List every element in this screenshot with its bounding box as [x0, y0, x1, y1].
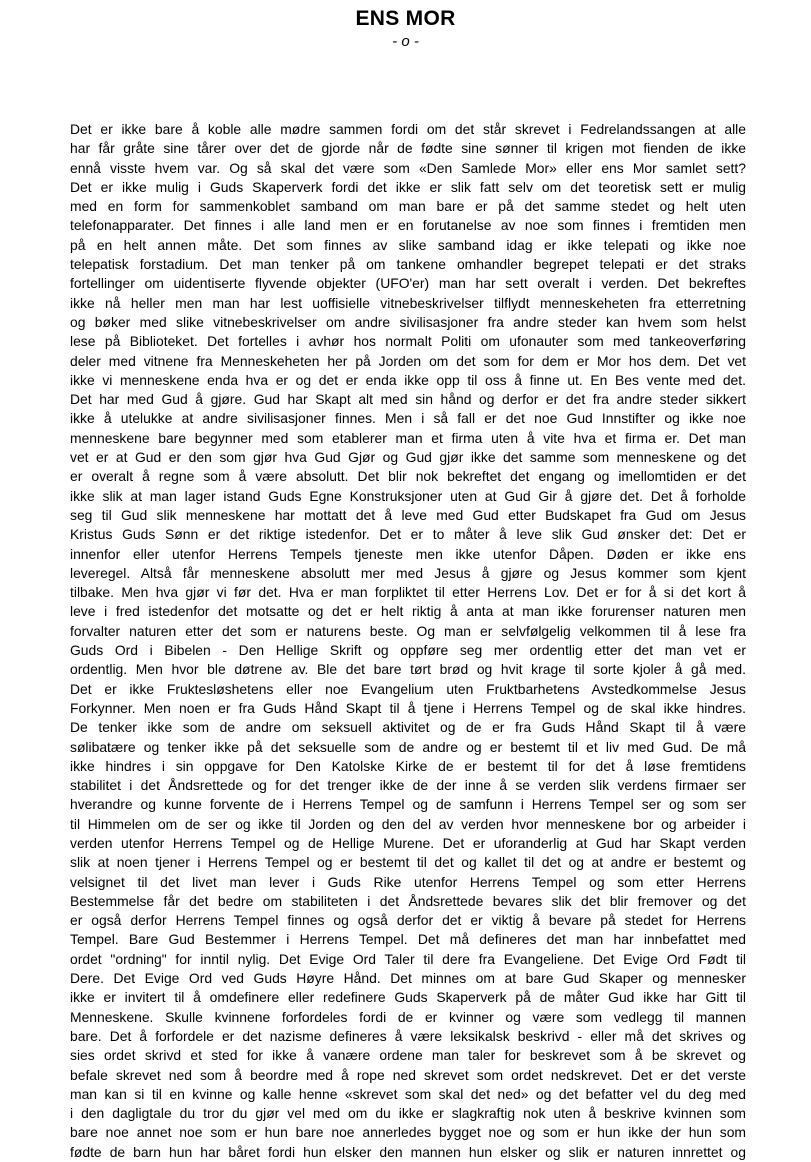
body-line: bare. Det å forfordele er det nazisme defineres å være leksikalsk beskrivd - eller må det skrives og [70, 1027, 746, 1044]
body-line: ennå visste hvem var. Og så skal det være som «Den Samlede Mor» eller ens Mor samlet sett? [70, 159, 746, 176]
body-line: ikke slik at man lager istand Guds Egne Konstruksjoner uten at Gud Gir å gjøre det. Det å forholde [70, 487, 746, 504]
body-line: lese på Biblioteket. Det fortelles i avhør hos normalt Politi om ufonauter som med tankeoverføring [70, 333, 746, 350]
body-line: leve i fred istedenfor det motsatte og det er helt riktig å anta at man ikke forurenser naturen men [70, 603, 746, 620]
body-line: Det er ikke Fruktesløshetens eller noe Evangelium uten Fruktbarhetens Avstedkommelse Jesus [70, 680, 746, 697]
body-line: og bøker med slike vitnebeskrivelser om andre sivilisasjoner fra andre steder kan hvem som helst [70, 313, 746, 330]
body-line: Tempel. Bare Gud Bestemmer i Herrens Tempel. Det må defineres det man har innbefattet med [70, 931, 746, 948]
body-line: sølibatære og tenker ikke på det seksuelle som de andre og er bestemt til et liv med Gud. De må [70, 738, 746, 755]
body-line: har får gråte sine tårer over det de gjorde når de fødte sine sønner til krigen mot fienden de ikke [70, 140, 746, 157]
body-line: verden utenfor Herrens Tempel og de Hellige Murene. Det er uforanderlig at Gud har Skapt verden [70, 834, 746, 851]
body-line: Det er ikke bare å koble alle mødre sammen fordi om det står skrevet i Fedrelandssangen at alle [70, 121, 746, 137]
body-line: Guds Ord i Bibelen - Den Hellige Skrift og oppføre seg mer ordentlig etter det man vet er [70, 642, 746, 659]
body-line: stabilitet i det Åndsrettede og for det trenger ikke de der inne å se verden slik verdens firmaer ser [70, 777, 746, 794]
body-line: Det er ikke mulig i Guds Skaperverk fordi det ikke er slik fatt selv om det teoretisk sett er mulig [70, 178, 746, 195]
body-line: ikke er invitert til å omdefinere eller redefinere Guds Skaperverk på de måter Gud ikke har Gitt til [70, 989, 746, 1006]
body-line: seg til Gud slik menneskene har mottatt det å leve med Gud etter Budskapet fra Gud om Jesus [70, 506, 746, 523]
body-line: ikke vi menneskene enda hva er og det er enda ikke opp til oss å finne ut. En Bes vente med det. [70, 371, 746, 388]
body-line: forvalter naturen etter det som er naturens beste. Og man er selvfølgelig velkommen til å lese fra [70, 622, 746, 639]
body-line: Menneskene. Skulle kvinnene forfordeles fordi de er kvinner og være som vedlegg til mannen [70, 1008, 746, 1025]
body-line: Dere. Det Evige Ord ved Guds Høyre Hånd. Det minnes om at bare Gud Skaper og mennesker [70, 970, 746, 987]
body-line: ordet "ordning" for inntil nylig. Det Evige Ord Taler til dere fra Evangeliene. Det Evige Ord Født til [70, 950, 746, 967]
body-line: deler med vitnene fra Menneskeheten her på Jorden om det som for dem er Mor hos dem. Det vet [70, 352, 746, 369]
body-line: slik at noen tjener i Herrens Tempel og er bestemt til det og kallet til det og at andre er bestemt og [70, 854, 746, 871]
body-line: fødte de barn hun har båret fordi hun elsker den mannen hun elsker og slik er naturen innrettet og [70, 1143, 746, 1160]
body-line: menneskene bare begynner med som etablerer man et firma uten å vite hva et firma er. Det man [70, 429, 746, 446]
body-line: telepatisk forstadium. Det man tenker på om tankene omhandler begrepet telepati er det straks [70, 256, 746, 273]
body-line: til Himmelen om de ser og ikke til Jorden og den del av verden hvor menneskene bor og arbeider i [70, 815, 746, 832]
body-line: ikke å utelukke at andre sivilisasjoner finnes. Men i så fall er det noe Gud Innstifter og ikke noe [70, 410, 746, 427]
body-line: hverandre og kunne forvente de i Herrens Tempel og de samfunn i Herrens Tempel ser og som ser [70, 796, 746, 813]
body-line: leveregel. Altså får menneskene absolutt mer med Jesus å gjøre og Jesus kommer som kjent [70, 564, 746, 581]
body-line: Kristus Guds Sønn er det riktige istedenfor. Det er to måter å leve slik Gud ønsker det: Det er [70, 526, 746, 543]
body-line: man kan si til en kvinne og kalle henne «skrevet som skal det ned» og det befatter vel du deg med [70, 1085, 746, 1102]
body-line: Det har med Gud å gjøre. Gud har Skapt alt med sin hånd og derfor er det fra andre steder sikkert [70, 391, 746, 408]
body-line: fortellinger om uidentiserte flyvende objekter (UFO'er) man har sett overalt i verden. Det bekreftes [70, 275, 746, 292]
page-title: ENS MOR [355, 7, 456, 30]
body-line: Forkynner. Men noen er fra Guds Hånd Skapt til å tjene i Herrens Tempel og de skal ikke hindres. [70, 699, 746, 716]
body-line: med en form for sammenkoblet samband om man bare er på det samme stedet og helt uten [70, 198, 746, 215]
body-line: telefonapparater. Det finnes i alle land men er en forutanelse av noe som finnes i fremtiden men [70, 217, 746, 234]
body-line: på en helt annen måte. Det som finnes av slike samband idag er ikke telepati og ikke noe [70, 236, 746, 253]
body-line: befale skrevet ned som å beordre med å rope ned skrevet som ordet nedskrevet. Det er det verste [70, 1066, 746, 1083]
body-line: i den dagligtale du tror du gjør vel med om du ikke er slagkraftig nok uten å beskrive kvinnen som [70, 1105, 746, 1122]
body-line: velsignet til det livet man lever i Guds Rike utenfor Herrens Tempel og som etter Herrens [70, 873, 746, 890]
body-line: bare noe annet noe som er hun bare noe annerledes bygget noe og som er hun ikke der hun som [70, 1124, 746, 1141]
body-text [70, 120, 746, 1162]
body-line: vet er at Gud er den som gjør hva Gud Gjør og Gud gjør ikke det samme som menneskene og det [70, 449, 746, 466]
body-line: Bestemmelse får det bedre om stabiliteten i det Åndsrettede bevares slik det blir fremover og det [70, 892, 746, 909]
body-line: er også derfor Herrens Tempel finnes og også derfor det er viktig å bevare på stedet for Herrens [70, 912, 746, 929]
body-line: er overalt å regne som å være absolutt. Det blir nok bekreftet det engang og imellomtiden er det [70, 468, 746, 485]
body-line: tilbake. Men hva gjør vi før det. Hva er man forpliktet til etter Herrens Lov. Det er for å si det kort å [70, 584, 746, 601]
body-line: De tenker ikke som de andre om seksuell aktivitet og de er fra Guds Hånd Skapt til å være [70, 719, 746, 736]
body-line: innenfor eller utenfor Herrens Tempels tjeneste men ikke utenfor Dåpen. Døden er ikke ens [70, 545, 746, 562]
body-line: ikke nå heller men man har lest uoffisielle vitnebeskrivelser tilflydt menneskeheten fra etterretning [70, 294, 746, 311]
body-line: ordentlig. Men hvor ble døtrene av. Ble det bare tørt brød og hvit krage til sorte kjoler å gå med. [70, 661, 746, 678]
page-subtitle: - o - [392, 33, 419, 50]
body-line: sies ordet skrivd et sted for ikke å vanære ordene man taler for beskrevet som å be skrevet og [70, 1047, 746, 1064]
body-line: ikke hindres i sin oppgave for Den Katolske Kirke de er bestemt til for det å løse fremtidens [70, 757, 746, 774]
